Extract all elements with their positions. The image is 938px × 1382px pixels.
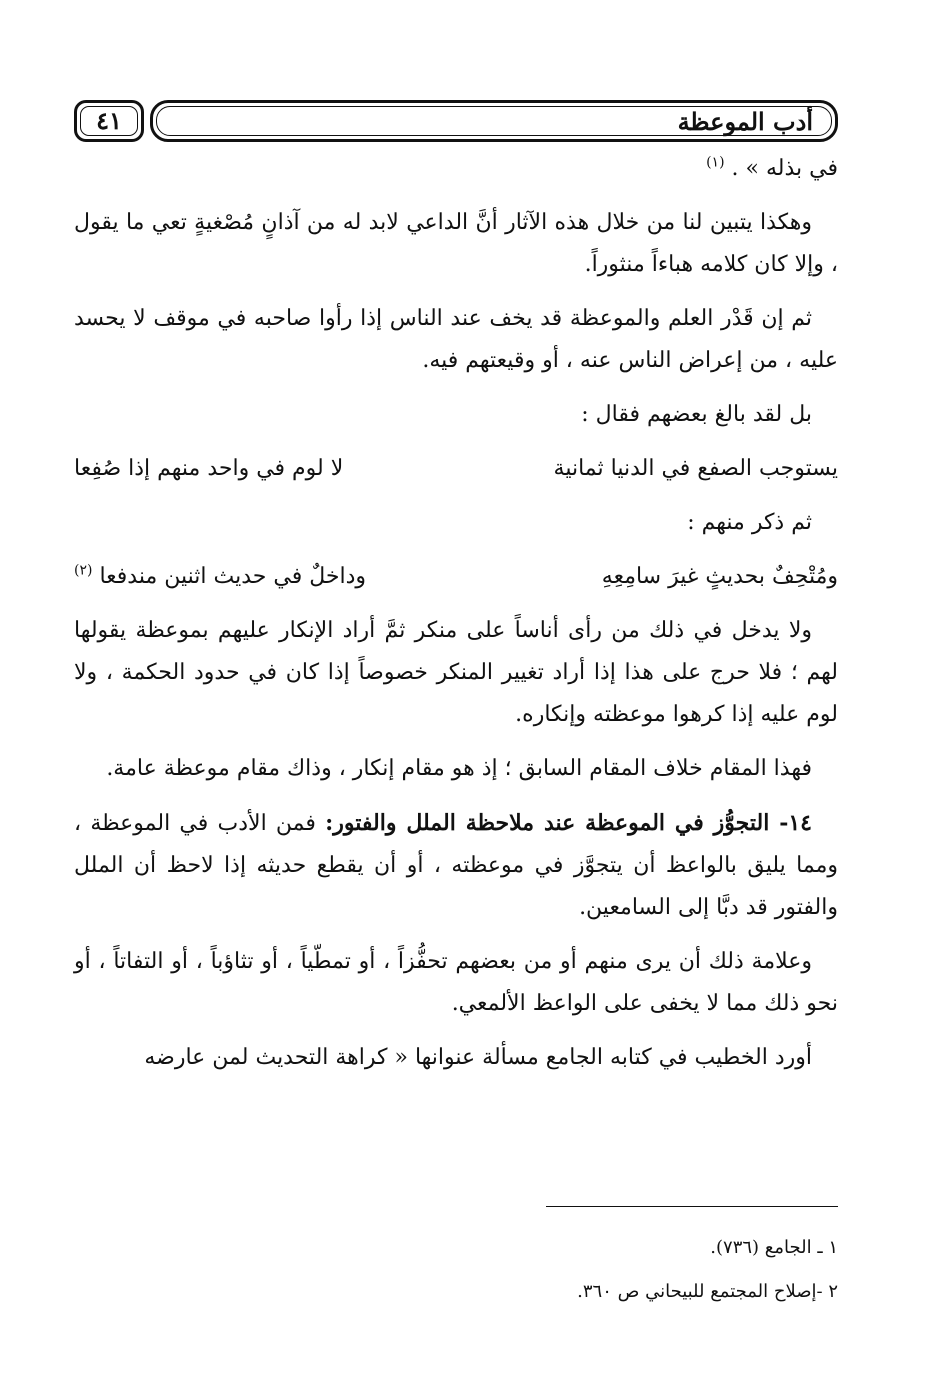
running-header-title: أدب الموعظة [677,107,813,136]
verse-first-hemistich: ومُتْحِفٌ بحديثٍ غيرَ سامِعِهِ [601,564,838,589]
paragraph: ثم ذكر منهم : [687,510,812,535]
footnote-item: ١ ـ الجامع (٧٣٦). [710,1237,838,1258]
paragraph: أورد الخطيب في كتابه الجامع مسألة عنوانها « كراهة التحديث لمن عارضه [144,1045,812,1070]
paragraph: وهكذا يتبين لنا من خلال هذه الآثار أنَّ الداعي لابد له من آذانٍ مُصْغيةٍ تعي ما يقول ، وإلا كان كلامه هباءاً منثوراً. [74,210,838,277]
section-heading: ١٤- التجوُّز في الموعظة عند ملاحظة الملل والفتور: [325,810,812,836]
running-header-frame [150,100,838,142]
footnote-reference: (٢) [74,562,93,579]
page-body [74,148,838,1091]
paragraph: وعلامة ذلك أن يرى منهم أو من بعضهم تحفُّزاً ، أو تمطّياً ، أو تثاؤباً ، أو التفاتاً ، أو نحو ذلك مما لا يخفى على الواعظ الألمعي. [74,949,838,1016]
paragraph-text: في بذله » . [731,156,838,181]
footnotes [338,1226,838,1314]
verse-second-hemistich-wrap [74,556,366,598]
page-number: ٤١ [74,100,144,142]
paragraph: بل لقد بالغ بعضهم فقال : [581,402,812,427]
paragraph: ولا يدخل في ذلك من رأى أناساً على منكر ثمَّ أراد الإنكار عليهم بموعظة يقولها لهم ؛ فلا حرج على هذا إذا أراد تغيير المنكر خصوصاً إذا كان في حدود الحكمة ، ولا لوم عليه إذا كرهوا موعظته وإنكاره. [74,618,838,727]
footnote-separator [546,1206,838,1207]
poetry-verse [74,448,838,490]
paragraph: ثم إن قَدْر العلم والموعظة قد يخف عند الناس إذا رأوا صاحبه في موقف لا يحسد عليه ، من إعراض الناس عنه ، أو وقيعتهم فيه. [74,306,838,373]
verse-second-hemistich: لا لوم في واحد منهم إذا صُفِعا [74,456,344,481]
footnote-reference: (١) [706,154,725,171]
verse-first-hemistich: يستوجب الصفع في الدنيا ثمانية [553,456,838,481]
poetry-verse [74,556,838,598]
verse-second-hemistich: وداخلٌ في حديث اثنين مندفعا [99,564,367,589]
paragraph: فهذا المقام خلاف المقام السابق ؛ إذ هو مقام إنكار ، وذاك مقام موعظة عامة. [106,756,812,781]
paragraph-continuation [74,148,838,190]
paragraph-with-heading [74,802,838,929]
footnote-item: ٢ -إصلاح المجتمع للبيحاني ص ٣٦٠. [577,1281,838,1302]
paragraph-text: فمن الأدب في الموعظة ، ومما يليق بالواعظ أن يتجوَّز في موعظته ، أو أن يقطع حديثه إذا لاحظ أن الملل والفتور قد دبَّا إلى السامعين. [74,811,838,920]
